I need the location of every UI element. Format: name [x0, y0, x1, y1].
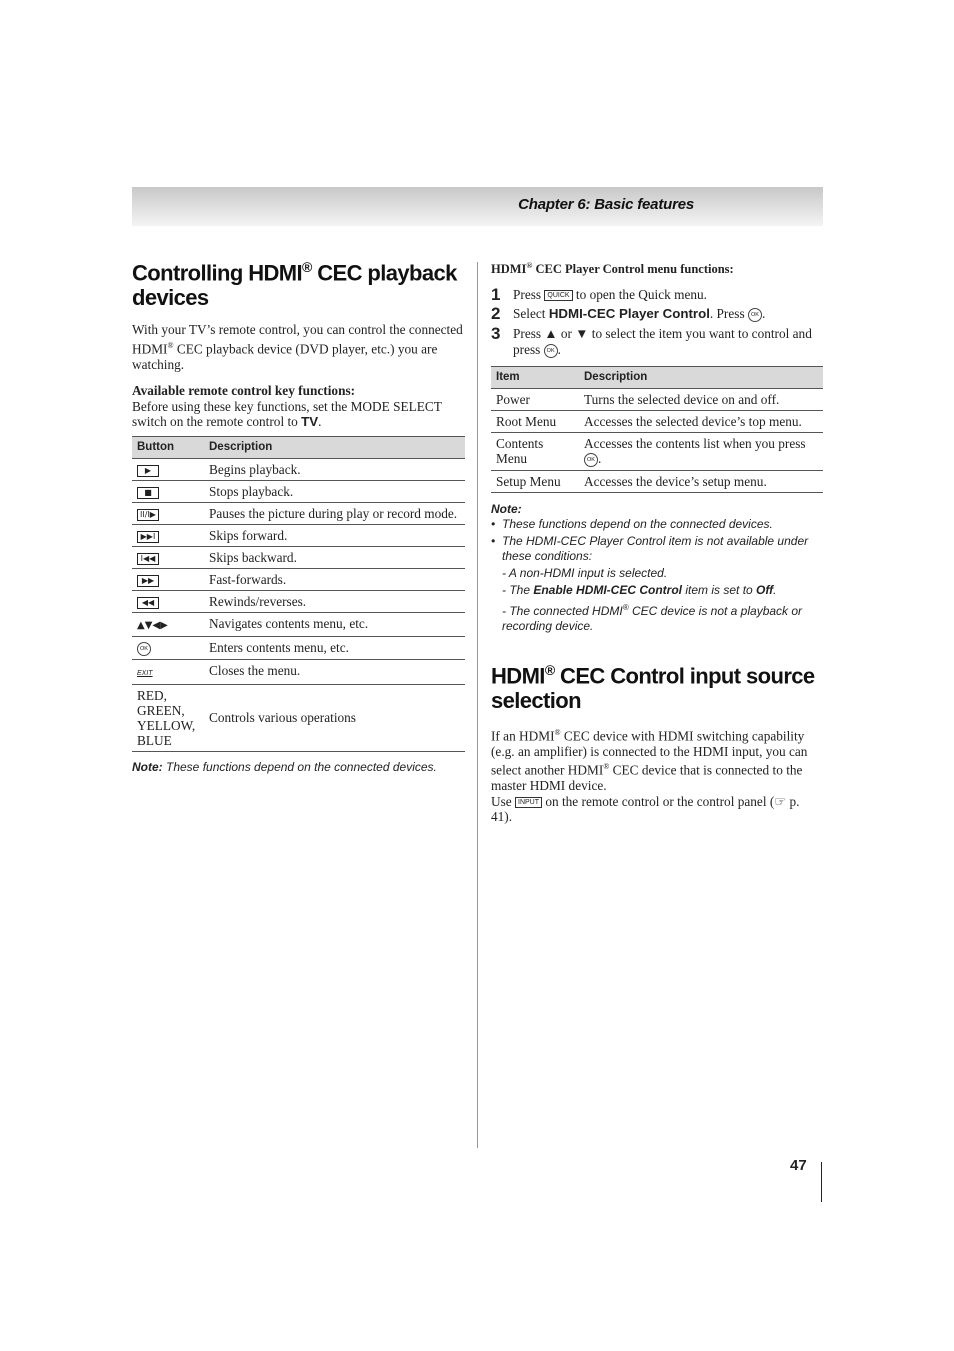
column-header-button: Button: [132, 436, 204, 458]
table-row: ■ Stops playback.: [132, 480, 465, 502]
rewind-icon: ◀◀: [137, 597, 159, 609]
pause-step-icon: II/I▶: [137, 509, 159, 521]
table-header-row: [132, 436, 465, 458]
note-condition: - The connected HDMI® CEC device is not a playback or recording device.: [502, 602, 803, 633]
table-row: ▶▶I Skips forward.: [132, 524, 465, 546]
ok-button-icon: OK: [584, 453, 598, 467]
ok-button-icon: OK: [748, 308, 762, 322]
table-row: Power Turns the selected device on and off.: [491, 388, 823, 410]
note-condition: - A non-HDMI input is selected.: [502, 565, 668, 580]
step-3: 3 Press ▲ or ▼ to select the item you want to control and press OK .: [491, 324, 812, 357]
column-divider: [477, 262, 478, 1148]
input-usage-paragraph: Use INPUT on the remote control or the control panel (☞ p. 41).: [491, 793, 800, 825]
ok-button-icon: OK: [137, 642, 151, 656]
note-bullet: • These functions depend on the connected devices.: [491, 516, 773, 531]
table-row: Root Menu Accesses the selected device’s top menu.: [491, 410, 823, 432]
section-title-controlling-hdmi: Controlling HDMI® CEC playback devices: [132, 259, 457, 311]
ok-button-icon: OK: [544, 344, 558, 358]
steps-list: [491, 284, 823, 358]
table-row: RED, GREEN, YELLOW, BLUE Controls various operations: [132, 684, 465, 751]
left-note: Note: These functions depend on the connected devices.: [132, 759, 437, 774]
chapter-title: Chapter 6: Basic features: [518, 196, 694, 213]
table-row: I◀◀ Skips backward.: [132, 546, 465, 568]
exit-button-icon: EXIT: [137, 669, 153, 677]
left-column: [132, 255, 465, 775]
skip-forward-icon: ▶▶I: [137, 531, 159, 543]
section-title-input-source: HDMI® CEC Control input source selection: [491, 661, 815, 713]
column-header-description: Description: [204, 436, 465, 458]
arrow-keys-icon: ▲▼◀▶: [137, 619, 168, 631]
table-row: II/I▶ Pauses the picture during play or record mode.: [132, 502, 465, 524]
skip-backward-icon: I◀◀: [137, 553, 159, 565]
table-row: Contents Menu Accesses the contents list when you press OK .: [491, 432, 823, 470]
remote-keys-table: [132, 436, 465, 752]
step-1: 1 Press QUICK to open the Quick menu.: [491, 284, 707, 304]
right-note: Note: • These functions depend on the connected devices. • The HDMI-CEC Player Control item is not available under these conditions: - A non-HDMI input is selected. - The Enable HDMI-CEC Control item is set to Off. - The connected HDMI® CEC device is not a playback or recording device.: [491, 502, 823, 634]
quick-button-icon: QUICK: [544, 290, 572, 301]
column-header-description: Description: [579, 366, 823, 388]
step-2: 2 Select HDMI-CEC Player Control. Press OK .: [491, 304, 766, 324]
menu-functions-heading: HDMI® CEC Player Control menu functions:: [491, 261, 734, 277]
note-condition: - The Enable HDMI-CEC Control item is set to Off.: [502, 582, 777, 597]
stop-icon: ■: [137, 487, 159, 499]
player-control-table: [491, 366, 823, 493]
column-header-item: Item: [491, 366, 579, 388]
table-row: Setup Menu Accesses the device’s setup menu.: [491, 470, 823, 492]
input-source-paragraph: If an HDMI® CEC device with HDMI switching capability (e.g. an amplifier) is connected to the HDMI input, you can select another HDMI® CEC device that is connected to the master HDMI device.: [491, 727, 808, 794]
fast-forward-icon: ▶▶: [137, 575, 159, 587]
table-row: ▶ Begins playback.: [132, 458, 465, 480]
table-row: EXIT Closes the menu.: [132, 659, 465, 684]
right-column: [491, 258, 823, 825]
page-reference-icon: ☞: [774, 793, 787, 809]
play-icon: ▶: [137, 465, 159, 477]
input-button-icon: INPUT: [515, 797, 542, 808]
note-bullet: • The HDMI-CEC Player Control item is not available under these conditions:: [491, 533, 809, 563]
keys-paragraph: Before using these key functions, set the MODE SELECT switch on the remote control to TV.: [132, 398, 442, 430]
table-row: ▲▼◀▶ Navigates contents menu, etc.: [132, 612, 465, 636]
table-row: ▶▶ Fast-forwards.: [132, 568, 465, 590]
table-header-row: [491, 366, 823, 388]
table-row: OK Enters contents menu, etc.: [132, 636, 465, 659]
table-row: ◀◀ Rewinds/reverses.: [132, 590, 465, 612]
keys-heading: Available remote control key functions:: [132, 383, 356, 399]
page-number-bar: [821, 1162, 822, 1202]
page-number: 47: [790, 1157, 807, 1174]
intro-paragraph: With your TV’s remote control, you can control the connected HDMI® CEC playback device (DVD player, etc.) you are watching.: [132, 322, 463, 372]
chapter-header-band: [132, 187, 823, 226]
color-buttons-label: RED, GREEN, YELLOW, BLUE: [137, 687, 196, 748]
